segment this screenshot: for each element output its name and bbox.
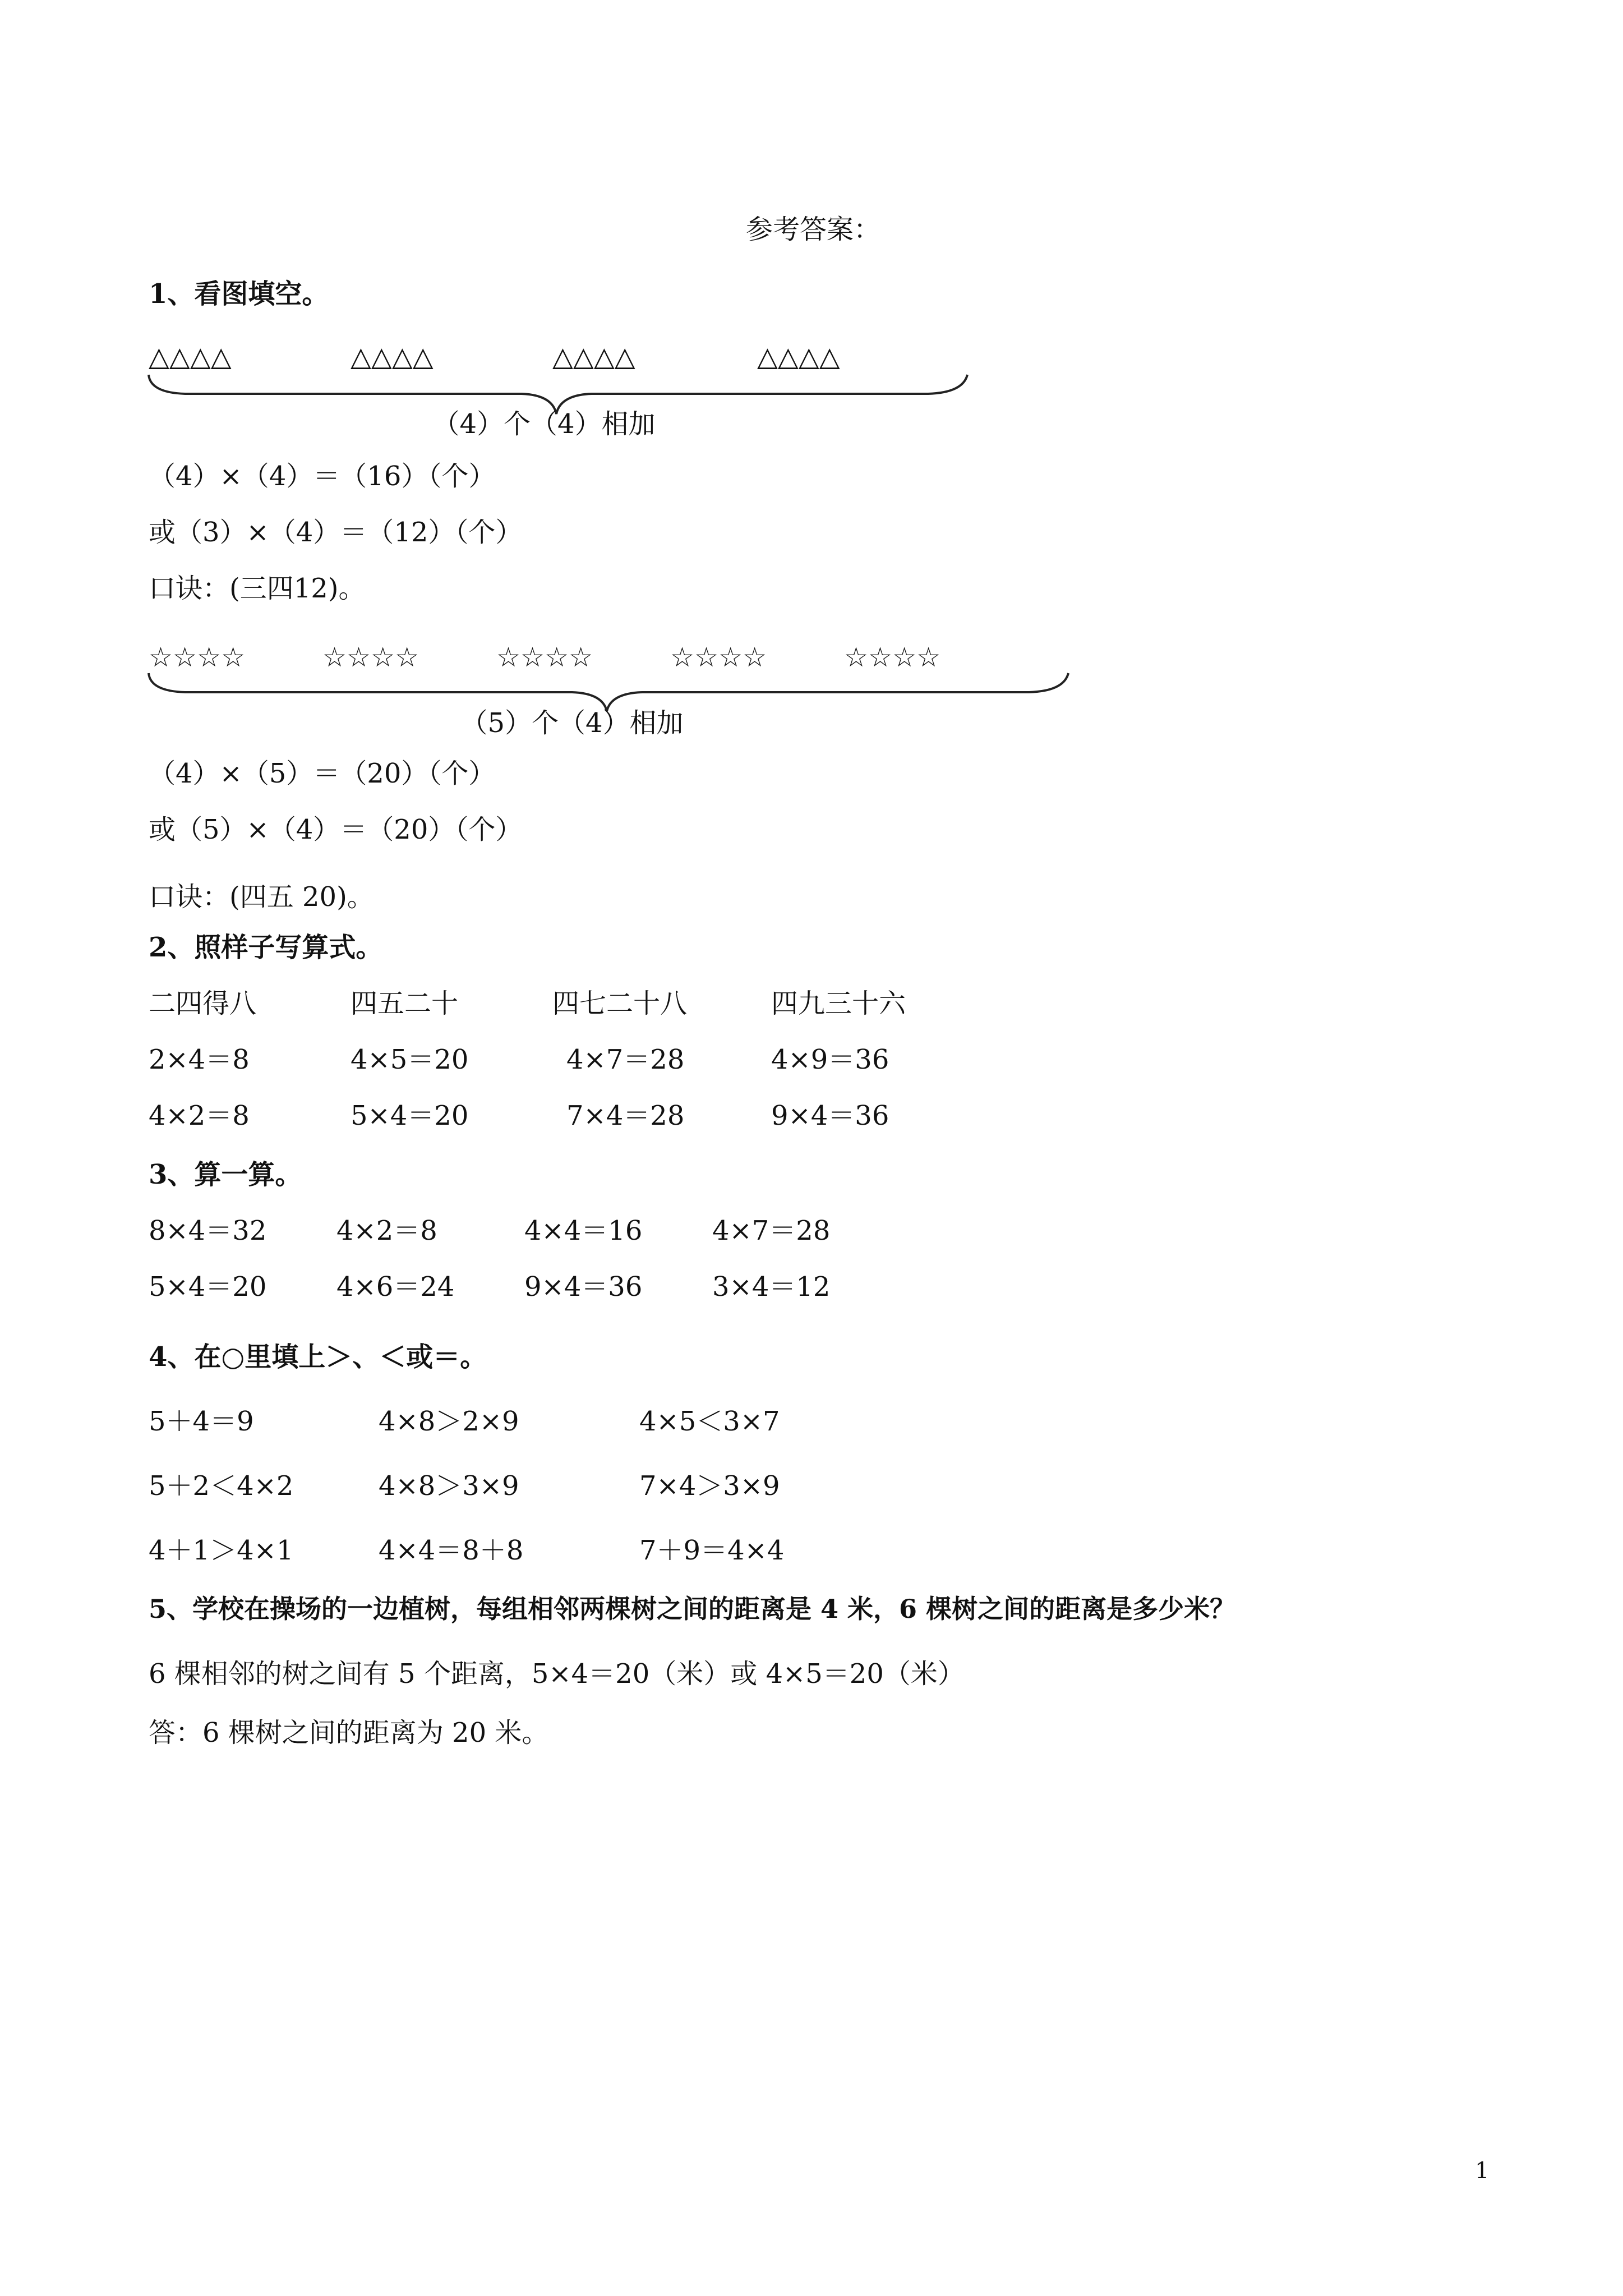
q3-equation-2: 4×2＝8 (336, 1215, 437, 1246)
q3-equation-8: 3×4＝12 (712, 1271, 831, 1303)
q1-rhyme-2: 口诀：(四五 20)。 (149, 881, 374, 913)
page-title: 参考答案： (746, 214, 881, 245)
q4-comparison-3: 4×5＜3×7 (639, 1406, 780, 1437)
q3-equation-4: 4×7＝28 (712, 1215, 831, 1246)
q3-equation-3: 4×4＝16 (524, 1215, 643, 1246)
q4-comparison-7: 4＋1＞4×1 (149, 1535, 294, 1566)
triangle-group-3: △△△△ (552, 341, 635, 372)
q5-heading: 5、学校在操场的一边植树，每组相邻两棵树之间的距离是 4 米，6 棵树之间的距离是多少米？ (149, 1594, 1236, 1624)
q2-equation-3b: 7×4＝28 (566, 1100, 685, 1131)
q2-rhyme-2: 四五二十 (351, 988, 459, 1019)
q4-comparison-5: 4×8＞3×9 (379, 1470, 519, 1502)
q4-heading: 4、在○里填上＞、＜或＝。 (149, 1341, 487, 1373)
q4-comparison-2: 4×8＞2×9 (379, 1406, 519, 1437)
star-group-5: ☆☆☆☆ (844, 642, 941, 673)
q1-heading: 1、看图填空。 (149, 278, 329, 310)
q2-rhyme-3: 四七二十八 (552, 988, 688, 1019)
q5-solution: 6 棵相邻的树之间有 5 个距离，5×4＝20（米）或 4×5＝20（米） (149, 1658, 965, 1690)
q2-equation-4a: 4×9＝36 (771, 1044, 889, 1075)
q3-equation-6: 4×6＝24 (336, 1271, 455, 1303)
q4-comparison-4: 5＋2＜4×2 (149, 1470, 294, 1502)
brace-label-stars: （5）个（4）相加 (460, 707, 684, 739)
triangle-group-4: △△△△ (757, 341, 840, 372)
q3-equation-1: 8×4＝32 (149, 1215, 267, 1246)
q1-equation-3: （4）×（5）＝（20）（个） (149, 758, 496, 789)
q5-answer: 答：6 棵树之间的距离为 20 米。 (149, 1717, 549, 1749)
q2-equation-2b: 5×4＝20 (351, 1100, 469, 1131)
q4-comparison-9: 7＋9＝4×4 (639, 1535, 785, 1566)
q3-equation-5: 5×4＝20 (149, 1271, 267, 1303)
star-group-1: ☆☆☆☆ (149, 642, 246, 673)
brace-label-triangles: （4）个（4）相加 (432, 408, 656, 440)
q4-comparison-8: 4×4＝8＋8 (379, 1535, 524, 1566)
star-group-3: ☆☆☆☆ (496, 642, 593, 673)
q2-rhyme-4: 四九三十六 (771, 988, 906, 1019)
q2-rhyme-1: 二四得八 (149, 988, 257, 1019)
q2-equation-4b: 9×4＝36 (771, 1100, 889, 1131)
q1-equation-2: 或（3）×（4）＝（12）（个） (149, 517, 523, 548)
q2-equation-3a: 4×7＝28 (566, 1044, 685, 1075)
q4-comparison-1: 5＋4＝9 (149, 1406, 254, 1437)
triangle-group-2: △△△△ (351, 341, 434, 372)
page-number: 1 (1475, 2158, 1490, 2184)
q1-equation-1: （4）×（4）＝（16）（个） (149, 461, 496, 492)
q2-equation-2a: 4×5＝20 (351, 1044, 469, 1075)
q2-equation-1a: 2×4＝8 (149, 1044, 250, 1075)
star-group-4: ☆☆☆☆ (670, 642, 767, 673)
q1-rhyme-1: 口诀：(三四12)。 (149, 573, 366, 604)
star-group-2: ☆☆☆☆ (322, 642, 419, 673)
q3-equation-7: 9×4＝36 (524, 1271, 643, 1303)
q2-heading: 2、照样子写算式。 (149, 932, 383, 963)
q1-equation-4: 或（5）×（4）＝（20）（个） (149, 814, 523, 845)
triangle-group-1: △△△△ (149, 341, 232, 372)
q3-heading: 3、算一算。 (149, 1159, 302, 1190)
q4-comparison-6: 7×4＞3×9 (639, 1470, 780, 1502)
q2-equation-1b: 4×2＝8 (149, 1100, 250, 1131)
